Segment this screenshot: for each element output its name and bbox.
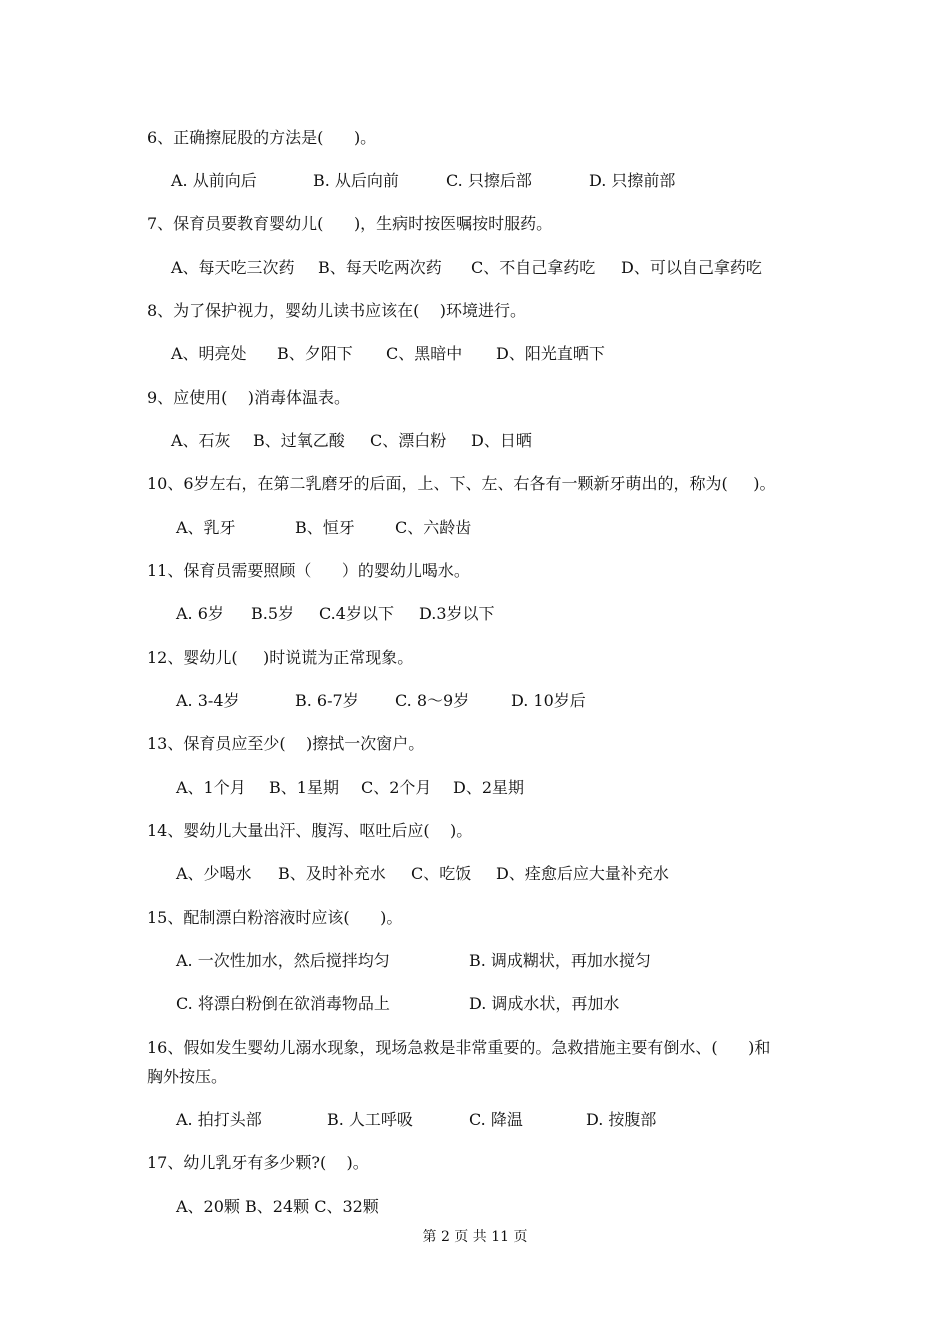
question-15-option-d: D. 调成水状，再加水: [469, 994, 620, 1013]
question-13-stem: 13、保育员应至少( )擦拭一次窗户。: [147, 734, 425, 753]
question-8-option-b: B、夕阳下: [277, 344, 353, 363]
question-14-stem: 14、婴幼儿大量出汗、腹泻、呕吐后应( )。: [147, 821, 473, 840]
question-11-option-b: B.5岁: [251, 604, 295, 623]
question-17-options: A、20颗 B、24颗 C、32颗: [176, 1197, 379, 1216]
question-6-option-d: D. 只擦前部: [589, 171, 676, 190]
question-10-option-b: B、恒牙: [295, 518, 355, 537]
question-9-option-d: D、日晒: [471, 431, 532, 450]
question-16-stem-continued: 胸外按压。: [147, 1067, 228, 1086]
question-15-option-b: B. 调成糊状，再加水搅匀: [469, 951, 651, 970]
question-12-stem: 12、婴幼儿( )时说谎为正常现象。: [147, 648, 414, 667]
question-16-option-b: B. 人工呼吸: [327, 1110, 413, 1129]
question-12-option-c: C. 8～9岁: [395, 691, 470, 710]
question-16-stem: 16、假如发生婴幼儿溺水现象，现场急救是非常重要的。急救措施主要有倒水、( )和: [147, 1038, 771, 1057]
question-7-stem: 7、保育员要教育婴幼儿( )，生病时按医嘱按时服药。: [147, 214, 553, 233]
question-10-option-a: A、乳牙: [176, 518, 236, 537]
question-14-option-a: A、少喝水: [176, 864, 252, 883]
question-8-option-d: D、阳光直晒下: [496, 344, 605, 363]
question-13-option-a: A、1个月: [176, 778, 246, 797]
question-10-option-c: C、六龄齿: [395, 518, 472, 537]
question-14-option-b: B、及时补充水: [278, 864, 386, 883]
question-16-option-a: A. 拍打头部: [176, 1110, 262, 1129]
question-16-option-d: D. 按腹部: [586, 1110, 657, 1129]
question-7-option-b: B、每天吃两次药: [318, 258, 442, 277]
question-6-option-b: B. 从后向前: [313, 171, 399, 190]
question-11-stem: 11、保育员需要照顾（ ）的婴幼儿喝水。: [147, 561, 470, 580]
question-15-stem: 15、配制漂白粉溶液时应该( )。: [147, 908, 403, 927]
question-16-option-c: C. 降温: [469, 1110, 523, 1129]
question-12-option-b: B. 6-7岁: [295, 691, 359, 710]
question-6-option-c: C. 只擦后部: [446, 171, 532, 190]
question-15-option-c: C. 将漂白粉倒在欲消毒物品上: [176, 994, 390, 1013]
question-12-option-d: D. 10岁后: [511, 691, 586, 710]
question-17-stem: 17、幼儿乳牙有多少颗?( )。: [147, 1153, 369, 1172]
question-12-option-a: A. 3-4岁: [176, 691, 240, 710]
question-11-option-d: D.3岁以下: [419, 604, 495, 623]
question-15-option-a: A. 一次性加水，然后搅拌均匀: [176, 951, 390, 970]
question-11-option-c: C.4岁以下: [319, 604, 394, 623]
question-13-option-c: C、2个月: [361, 778, 432, 797]
question-8-option-a: A、明亮处: [171, 344, 247, 363]
question-13-option-b: B、1星期: [269, 778, 339, 797]
question-10-stem: 10、6岁左右，在第二乳磨牙的后面，上、下、左、右各有一颗新牙萌出的，称为( )。: [147, 474, 776, 493]
question-6-option-a: A. 从前向后: [171, 171, 257, 190]
question-8-option-c: C、黑暗中: [386, 344, 463, 363]
question-13-option-d: D、2星期: [453, 778, 525, 797]
question-11-option-a: A. 6岁: [176, 604, 224, 623]
question-8-stem: 8、为了保护视力，婴幼儿读书应该在( )环境进行。: [147, 301, 527, 320]
question-9-stem: 9、应使用( )消毒体温表。: [147, 388, 351, 407]
question-9-option-a: A、石灰: [171, 431, 231, 450]
page-number-footer: 第 2 页 共 11 页: [422, 1229, 528, 1245]
question-7-option-d: D、可以自己拿药吃: [621, 258, 762, 277]
question-14-option-d: D、痊愈后应大量补充水: [496, 864, 669, 883]
question-14-option-c: C、吃饭: [411, 864, 472, 883]
question-9-option-b: B、过氧乙酸: [253, 431, 345, 450]
question-7-option-c: C、不自己拿药吃: [471, 258, 596, 277]
question-7-option-a: A、每天吃三次药: [171, 258, 295, 277]
question-6-stem: 6、正确擦屁股的方法是( )。: [147, 128, 377, 147]
question-9-option-c: C、漂白粉: [370, 431, 447, 450]
